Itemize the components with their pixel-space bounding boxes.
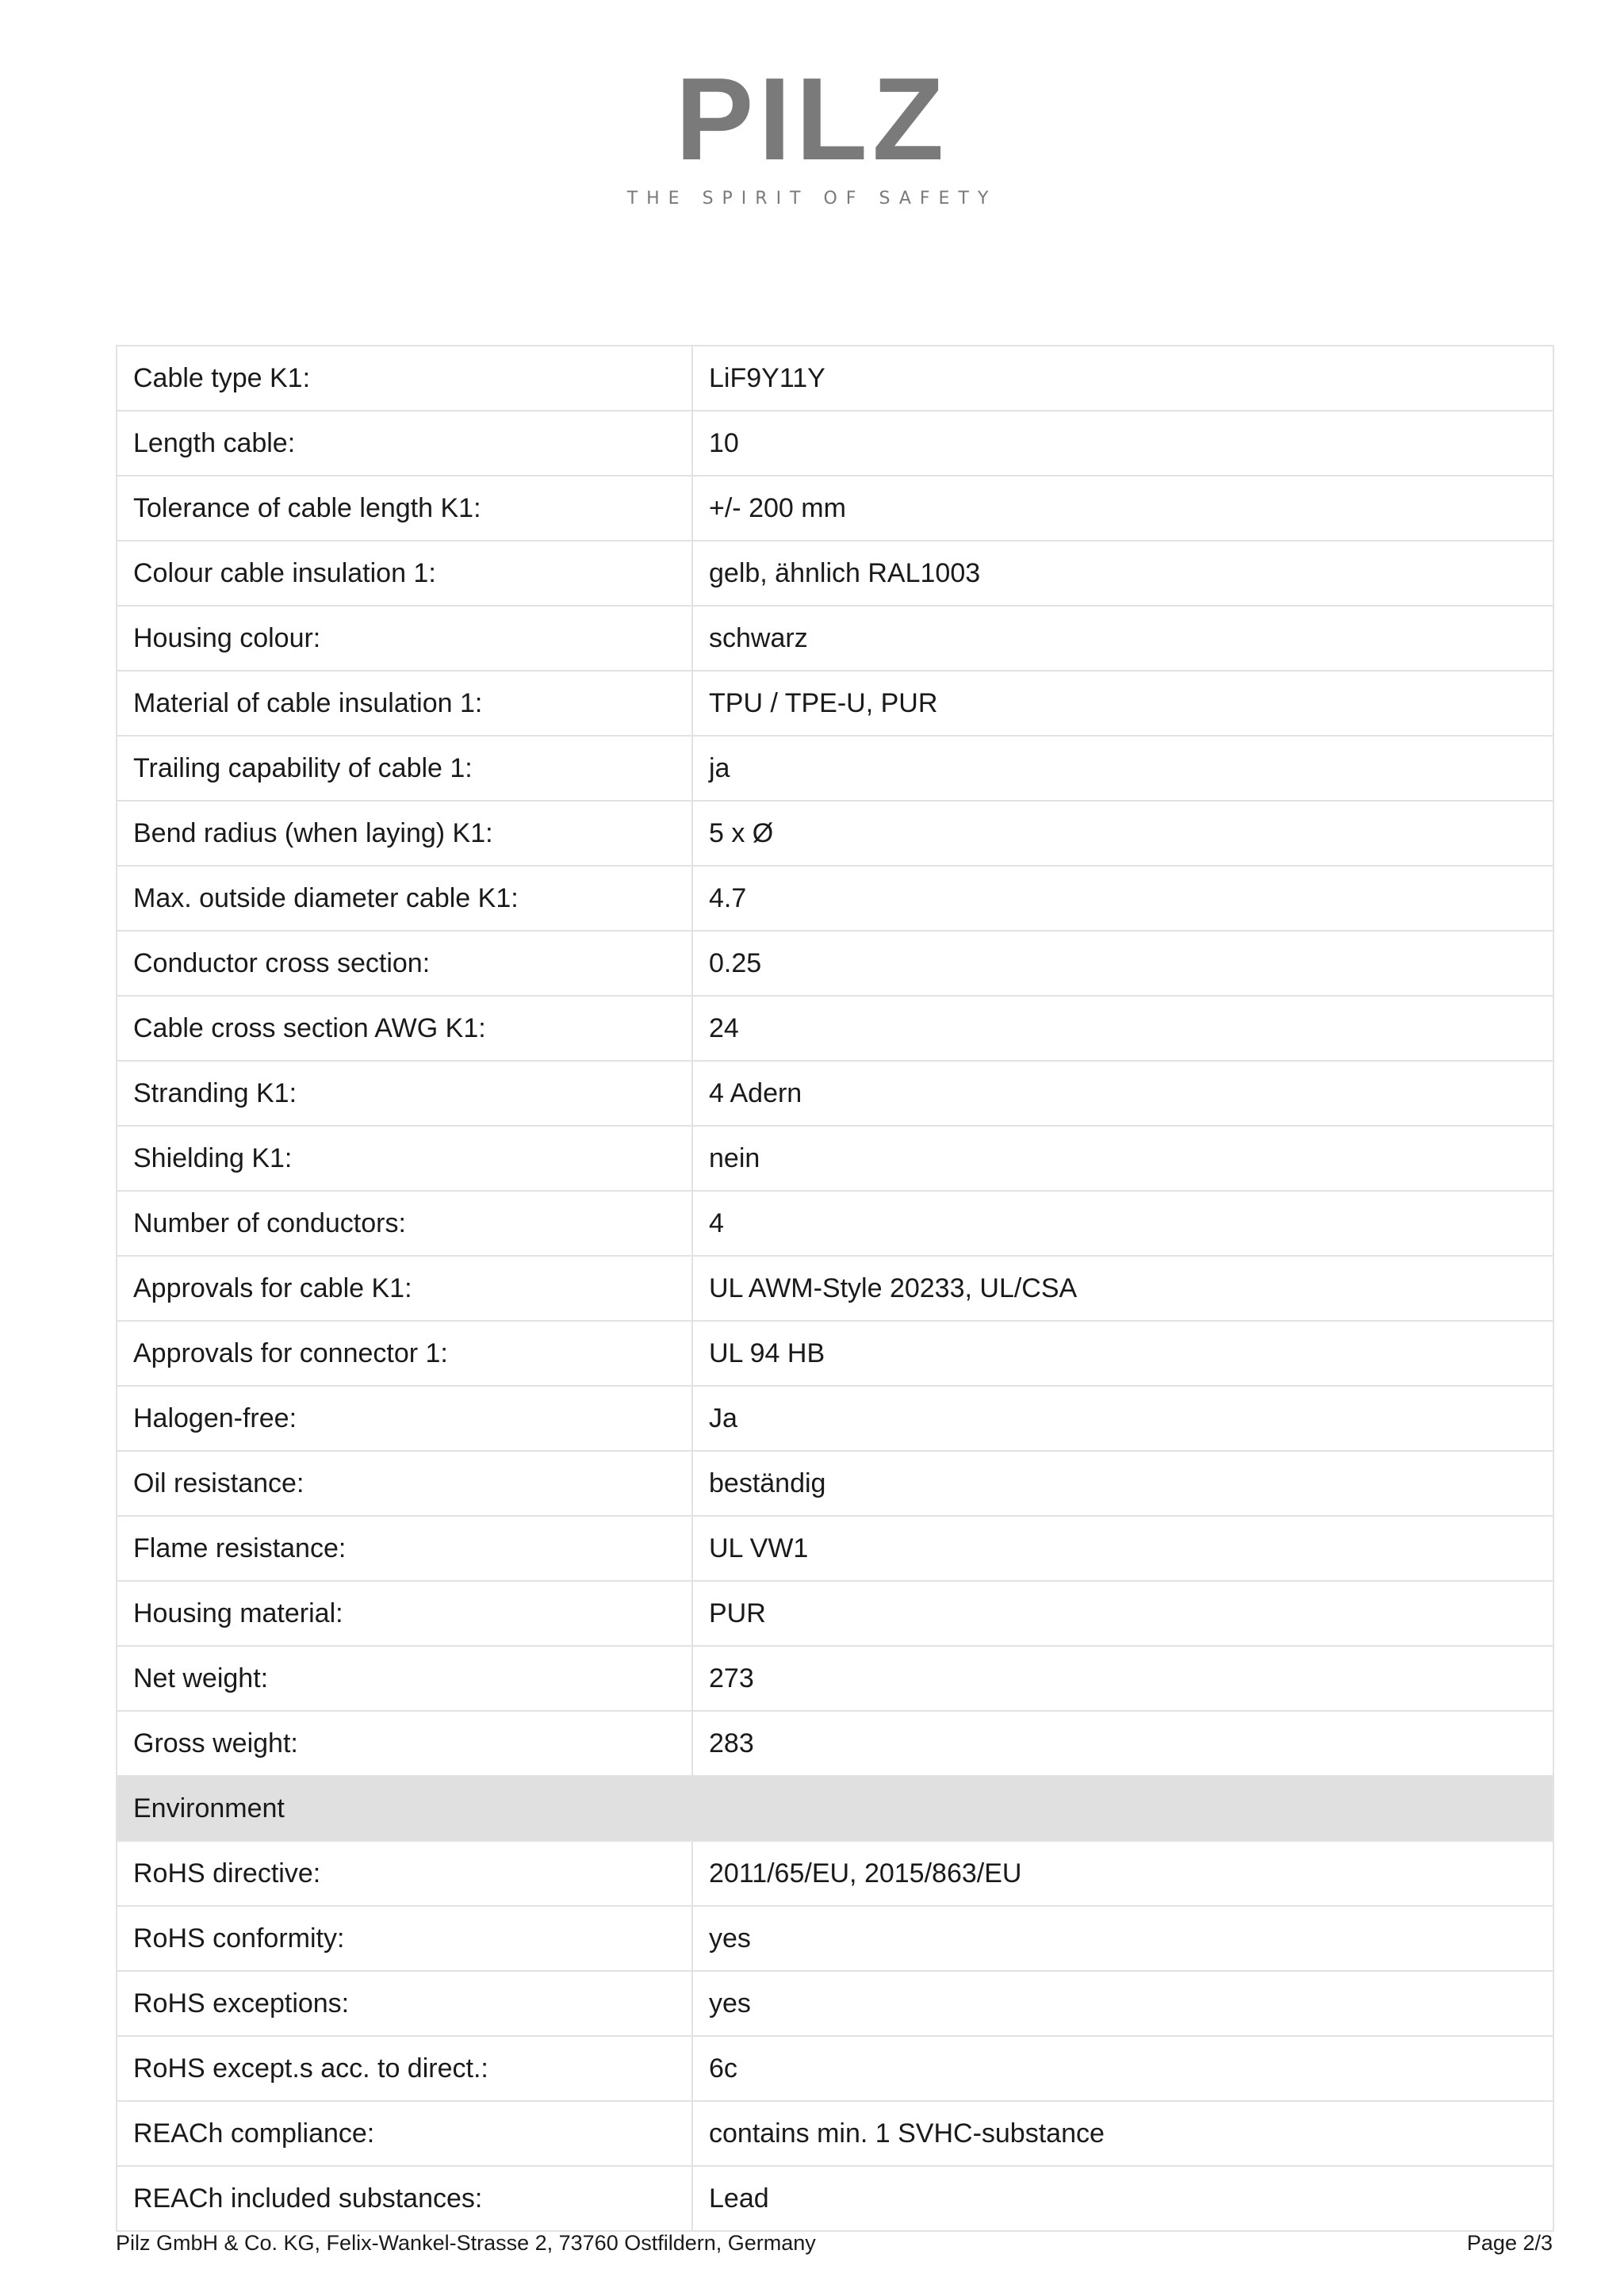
spec-label: Flame resistance:: [117, 1516, 692, 1581]
spec-label: REACh compliance:: [117, 2101, 692, 2166]
spec-label: RoHS conformity:: [117, 1906, 692, 1971]
spec-value: contains min. 1 SVHC-substance: [692, 2101, 1553, 2166]
section-title: Environment: [117, 1776, 1553, 1841]
spec-value: PUR: [692, 1581, 1553, 1646]
spec-label: RoHS exceptions:: [117, 1971, 692, 2036]
spec-value: 4 Adern: [692, 1061, 1553, 1126]
spec-value: LiF9Y11Y: [692, 346, 1553, 411]
table-row: [117, 1256, 1553, 1321]
spec-value: 6c: [692, 2036, 1553, 2101]
section-header-row: [117, 1776, 1553, 1841]
spec-value: 10: [692, 411, 1553, 476]
spec-value: UL VW1: [692, 1516, 1553, 1581]
spec-label: REACh included substances:: [117, 2166, 692, 2231]
spec-value: schwarz: [692, 606, 1553, 671]
table-row: [117, 1451, 1553, 1516]
table-row: [117, 1581, 1553, 1646]
table-row: [117, 2036, 1553, 2101]
table-row: [117, 2166, 1553, 2231]
spec-table-body: [117, 346, 1553, 2231]
table-row: [117, 1906, 1553, 1971]
table-row: [117, 1191, 1553, 1256]
table-row: [117, 1516, 1553, 1581]
spec-table: [116, 345, 1554, 2232]
spec-value: gelb, ähnlich RAL1003: [692, 541, 1553, 606]
spec-value: 273: [692, 1646, 1553, 1711]
spec-label: Number of conductors:: [117, 1191, 692, 1256]
spec-label: Cable cross section AWG K1:: [117, 996, 692, 1061]
spec-label: Net weight:: [117, 1646, 692, 1711]
spec-value: 4.7: [692, 866, 1553, 931]
spec-value: yes: [692, 1971, 1553, 2036]
spec-label: Shielding K1:: [117, 1126, 692, 1191]
table-row: [117, 1841, 1553, 1906]
spec-label: Stranding K1:: [117, 1061, 692, 1126]
spec-label: Max. outside diameter cable K1:: [117, 866, 692, 931]
spec-value: UL 94 HB: [692, 1321, 1553, 1386]
spec-label: Oil resistance:: [117, 1451, 692, 1516]
table-row: [117, 671, 1553, 736]
footer-address: Pilz GmbH & Co. KG, Felix-Wankel-Strasse 2, 73760 Ostfildern, Germany: [116, 2231, 816, 2255]
spec-label: Halogen-free:: [117, 1386, 692, 1451]
pilz-logo: [0, 54, 1624, 209]
table-row: [117, 346, 1553, 411]
page-footer: [116, 2231, 1553, 2256]
table-row: [117, 996, 1553, 1061]
logo-tagline: THE SPIRIT OF SAFETY: [626, 189, 998, 209]
spec-label: Bend radius (when laying) K1:: [117, 801, 692, 866]
spec-value: nein: [692, 1126, 1553, 1191]
spec-value: beständig: [692, 1451, 1553, 1516]
table-row: [117, 411, 1553, 476]
spec-value: UL AWM-Style 20233, UL/CSA: [692, 1256, 1553, 1321]
spec-value: TPU / TPE-U, PUR: [692, 671, 1553, 736]
spec-label: Material of cable insulation 1:: [117, 671, 692, 736]
spec-value: +/- 200 mm: [692, 476, 1553, 541]
table-row: [117, 1711, 1553, 1776]
table-row: [117, 1061, 1553, 1126]
table-row: [117, 541, 1553, 606]
spec-value: 24: [692, 996, 1553, 1061]
table-row: [117, 606, 1553, 671]
spec-value: Ja: [692, 1386, 1553, 1451]
spec-label: Trailing capability of cable 1:: [117, 736, 692, 801]
table-row: [117, 931, 1553, 996]
spec-label: RoHS directive:: [117, 1841, 692, 1906]
spec-value: 0.25: [692, 931, 1553, 996]
table-row: [117, 476, 1553, 541]
spec-label: Colour cable insulation 1:: [117, 541, 692, 606]
spec-value: 283: [692, 1711, 1553, 1776]
spec-label: RoHS except.s acc. to direct.:: [117, 2036, 692, 2101]
spec-value: Lead: [692, 2166, 1553, 2231]
spec-value: 5 x Ø: [692, 801, 1553, 866]
page-number: Page 2/3: [1466, 2231, 1553, 2255]
spec-label: Gross weight:: [117, 1711, 692, 1776]
table-row: [117, 1646, 1553, 1711]
spec-label: Approvals for cable K1:: [117, 1256, 692, 1321]
table-row: [117, 866, 1553, 931]
table-row: [117, 1126, 1553, 1191]
spec-value: yes: [692, 1906, 1553, 1971]
spec-label: Housing colour:: [117, 606, 692, 671]
spec-label: Length cable:: [117, 411, 692, 476]
table-row: [117, 2101, 1553, 2166]
spec-label: Housing material:: [117, 1581, 692, 1646]
table-row: [117, 801, 1553, 866]
table-row: [117, 1971, 1553, 2036]
table-row: [117, 736, 1553, 801]
table-row: [117, 1386, 1553, 1451]
table-row: [117, 1321, 1553, 1386]
spec-label: Tolerance of cable length K1:: [117, 476, 692, 541]
spec-label: Approvals for connector 1:: [117, 1321, 692, 1386]
logo-wordmark: PILZ: [675, 54, 949, 185]
spec-label: Conductor cross section:: [117, 931, 692, 996]
spec-value: 4: [692, 1191, 1553, 1256]
spec-value: 2011/65/EU, 2015/863/EU: [692, 1841, 1553, 1906]
spec-value: ja: [692, 736, 1553, 801]
spec-label: Cable type K1:: [117, 346, 692, 411]
